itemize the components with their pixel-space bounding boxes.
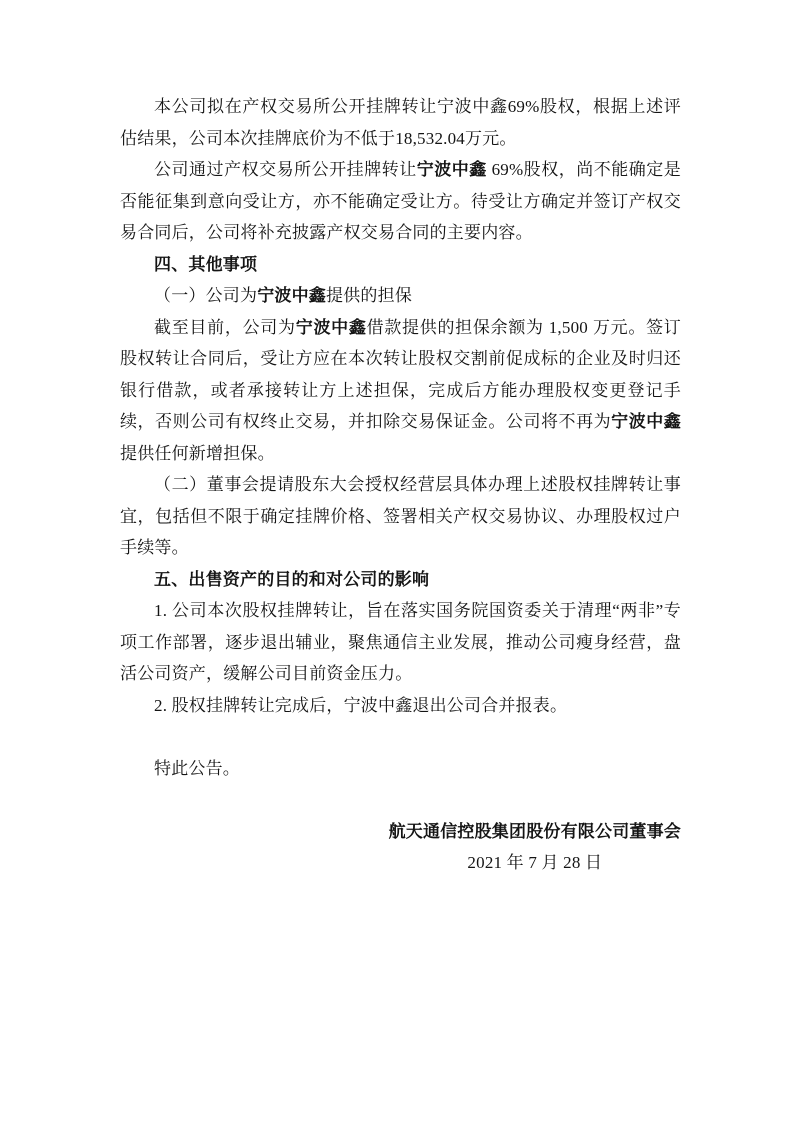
paragraph-text: 69%股权，尚不能确定是否能征集到意向受让方，亦不能确定受让方。待受让方确定并签订产权交易合同后，公司将补充披露产权交易合同的主要内容。 [120, 160, 682, 242]
company-name-ningbo-zhongxin: 宁波中鑫 [257, 286, 327, 305]
paragraph-text: 借款提供的担保余额为 1,500 万元。签订股权转让合同后，受让方应在本次转让股权交割前促成标的企业及时归还银行借款，或者承接转让方上述担保，完成后方能办理股权变更登记手续，否则公司有权终止交易，并扣除交易保证金。公司将不再为 [120, 317, 681, 431]
company-name-ningbo-zhongxin: 宁波中鑫 [416, 160, 487, 179]
paragraph-board-authorization: （二）董事会提请股东大会授权经营层具体办理上述股权挂牌转让事宜，包括但不限于确定挂牌价格、签署相关产权交易协议、办理股权过户手续等。 [120, 475, 681, 557]
announcement-body [120, 91, 681, 879]
paragraph-transfer-uncertainty [120, 154, 681, 249]
paragraph-transfer-purpose: 1. 公司本次股权挂牌转让，旨在落实国务院国资委关于清理“两非”专项工作部署，逐步退出辅业，聚焦通信主业发展，推动公司瘦身经营，盘活公司资产，缓解公司目前资金压力。 [120, 601, 681, 683]
subheading-text: 提供的担保 [326, 286, 413, 305]
signature-company-name: 航天通信控股集团股份有限公司董事会 [388, 821, 681, 841]
signature-date: 2021 年 7 月 28 日 [467, 853, 603, 872]
closing-statement: 特此公告。 [154, 758, 240, 778]
section-heading-other-matters: 四、其他事项 [154, 254, 258, 274]
subheading-text: （一）公司为 [154, 286, 258, 305]
paragraph-text: 公司通过产权交易所公开挂牌转让 [154, 160, 417, 179]
paragraph-guarantee-details [120, 312, 681, 470]
company-name-ningbo-zhongxin: 宁波中鑫 [295, 317, 367, 337]
company-name-ningbo-zhongxin: 宁波中鑫 [611, 412, 681, 431]
signature-block [389, 816, 681, 879]
paragraph-listing-price: 本公司拟在产权交易所公开挂牌转让宁波中鑫69%股权，根据上述评估结果，公司本次挂牌底价为不低于18,532.04万元。 [120, 97, 681, 148]
section-heading-purpose-impact: 五、出售资产的目的和对公司的影响 [154, 569, 430, 589]
paragraph-consolidation-exit: 2. 股权挂牌转让完成后，宁波中鑫退出公司合并报表。 [154, 695, 568, 715]
paragraph-text: 截至目前，公司为 [154, 317, 296, 337]
subsection-heading-guarantee [120, 280, 681, 312]
paragraph-text: 提供任何新增担保。 [120, 443, 275, 463]
